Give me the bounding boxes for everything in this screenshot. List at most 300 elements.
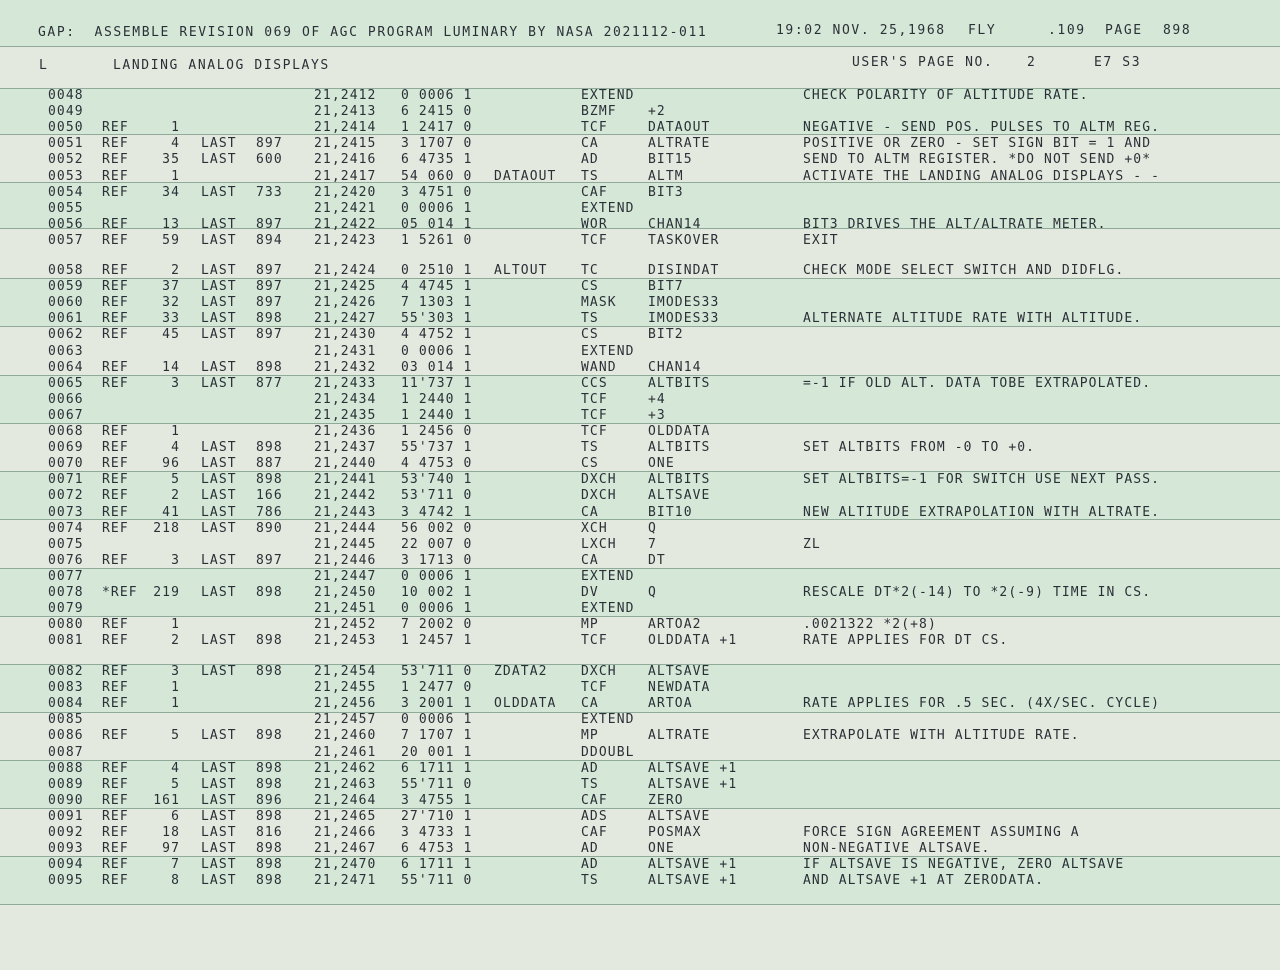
- opcode: CS: [581, 279, 599, 295]
- line-number: 0093: [48, 841, 84, 857]
- opcode: TS: [581, 311, 599, 327]
- line-number: 0069: [48, 440, 84, 456]
- last-tag: LAST: [201, 585, 237, 600]
- line-number: 0078: [48, 585, 84, 600]
- octal-word: 1 2477 0: [401, 680, 473, 696]
- memory-address: 21,2464: [314, 792, 377, 808]
- ref-tag: REF: [102, 184, 129, 200]
- last-tag: LAST: [201, 184, 237, 200]
- ref-tag: REF: [102, 311, 129, 327]
- ref-tag: REF: [102, 841, 129, 857]
- ref-count: 1: [171, 680, 180, 696]
- ref-count: 18: [162, 825, 180, 840]
- paper-rule: [0, 616, 1280, 617]
- comment: .0021322 *2(+8): [803, 617, 937, 633]
- opcode: EXTEND: [581, 712, 635, 728]
- operand: ALTSAVE +1: [648, 873, 738, 889]
- paper-rule: [0, 568, 1280, 569]
- memory-address: 21,2440: [314, 456, 377, 472]
- ref-tag: REF: [102, 136, 129, 152]
- octal-word: 05 014 1: [401, 216, 473, 232]
- line-number: 0077: [48, 568, 84, 584]
- line-number: 0067: [48, 407, 84, 423]
- last-page: 898: [256, 857, 283, 873]
- last-tag: LAST: [201, 792, 237, 808]
- last-page: 898: [256, 776, 283, 792]
- line-number: 0048: [48, 88, 84, 103]
- ref-count: 2: [171, 488, 180, 504]
- section-marker: L: [39, 58, 49, 73]
- operand: OLDDATA +1: [648, 633, 738, 649]
- octal-word: 4 4752 1: [401, 327, 473, 343]
- opcode: AD: [581, 152, 599, 168]
- memory-address: 21,2467: [314, 841, 377, 857]
- ref-tag: REF: [102, 424, 129, 439]
- memory-address: 21,2412: [314, 88, 377, 103]
- operand: ALTBITS: [648, 472, 711, 488]
- ref-count: 161: [153, 792, 180, 808]
- listing-timestamp: 19:02 NOV. 25,1968: [776, 23, 946, 38]
- ref-tag: REF: [102, 359, 129, 375]
- operand: ZERO: [648, 792, 684, 808]
- memory-address: 21,2450: [314, 585, 377, 600]
- ref-count: 218: [153, 520, 180, 536]
- last-page: 898: [256, 633, 283, 649]
- line-number: 0094: [48, 857, 84, 873]
- memory-address: 21,2441: [314, 472, 377, 488]
- opcode: EXTEND: [581, 88, 635, 103]
- ref-count: 33: [162, 311, 180, 327]
- operand: BIT7: [648, 279, 684, 295]
- ref-tag: REF: [102, 279, 129, 295]
- line-number: 0084: [48, 696, 84, 712]
- memory-address: 21,2451: [314, 601, 377, 617]
- line-number: 0087: [48, 744, 84, 760]
- last-tag: LAST: [201, 552, 237, 568]
- octal-word: 1 5261 0: [401, 232, 473, 248]
- memory-address: 21,2425: [314, 279, 377, 295]
- last-page: 733: [256, 184, 283, 200]
- operand: BIT2: [648, 327, 684, 343]
- ref-tag: REF: [102, 728, 129, 744]
- octal-word: 53'711 0: [401, 664, 473, 679]
- opcode: EXTEND: [581, 343, 635, 359]
- last-page: 898: [256, 873, 283, 889]
- last-page: 898: [256, 808, 283, 824]
- opcode: LXCH: [581, 536, 617, 552]
- section-title: LANDING ANALOG DISPLAYS: [113, 58, 330, 73]
- users-page-label: USER'S PAGE NO.: [852, 55, 994, 70]
- octal-word: 3 4755 1: [401, 792, 473, 808]
- comment: CHECK POLARITY OF ALTITUDE RATE.: [803, 88, 1089, 103]
- ref-count: 41: [162, 504, 180, 520]
- octal-word: 6 4735 1: [401, 152, 473, 168]
- octal-word: 10 002 1: [401, 585, 473, 600]
- operand: POSMAX: [648, 825, 702, 840]
- opcode: TS: [581, 873, 599, 889]
- comment: RATE APPLIES FOR .5 SEC. (4X/SEC. CYCLE): [803, 696, 1161, 712]
- comment: FORCE SIGN AGREEMENT ASSUMING A: [803, 825, 1080, 840]
- memory-address: 21,2422: [314, 216, 377, 232]
- ref-tag: REF: [102, 152, 129, 168]
- ref-count: 4: [171, 760, 180, 776]
- line-number: 0056: [48, 216, 84, 232]
- ref-tag: REF: [102, 664, 129, 679]
- octal-word: 0 0006 1: [401, 88, 473, 103]
- octal-word: 1 2440 1: [401, 391, 473, 407]
- comment: IF ALTSAVE IS NEGATIVE, ZERO ALTSAVE: [803, 857, 1125, 873]
- ref-count: 34: [162, 184, 180, 200]
- last-tag: LAST: [201, 472, 237, 488]
- sheet-code: E7 S3: [1094, 55, 1142, 70]
- memory-address: 21,2417: [314, 168, 377, 184]
- opcode: TCF: [581, 391, 608, 407]
- line-number: 0086: [48, 728, 84, 744]
- opcode: ADS: [581, 808, 608, 824]
- opcode: TS: [581, 440, 599, 456]
- ref-count: 5: [171, 728, 180, 744]
- octal-word: 1 2457 1: [401, 633, 473, 649]
- last-page: 897: [256, 279, 283, 295]
- last-tag: LAST: [201, 808, 237, 824]
- octal-word: 6 2415 0: [401, 104, 473, 120]
- ref-tag: REF: [102, 375, 129, 391]
- operand: ARTOA2: [648, 617, 702, 633]
- ref-count: 1: [171, 696, 180, 712]
- ref-tag: REF: [102, 295, 129, 311]
- page-number: 898: [1163, 23, 1192, 38]
- last-page: 897: [256, 216, 283, 232]
- memory-address: 21,2465: [314, 808, 377, 824]
- octal-word: 7 1303 1: [401, 295, 473, 311]
- last-page: 898: [256, 585, 283, 600]
- opcode: TCF: [581, 680, 608, 696]
- opcode: MP: [581, 617, 599, 633]
- paper-rule: [0, 808, 1280, 809]
- line-number: 0049: [48, 104, 84, 120]
- last-tag: LAST: [201, 488, 237, 504]
- ref-count: 97: [162, 841, 180, 857]
- last-tag: LAST: [201, 263, 237, 278]
- last-tag: LAST: [201, 136, 237, 152]
- last-tag: LAST: [201, 664, 237, 679]
- memory-address: 21,2420: [314, 184, 377, 200]
- ref-tag: REF: [102, 825, 129, 840]
- paper-band: [0, 760, 1280, 808]
- line-number: 0051: [48, 136, 84, 152]
- ref-count: 219: [153, 585, 180, 600]
- ref-tag: REF: [102, 120, 129, 136]
- ref-count: 1: [171, 168, 180, 184]
- line-number: 0061: [48, 311, 84, 327]
- opcode: CA: [581, 696, 599, 712]
- octal-word: 0 0006 1: [401, 343, 473, 359]
- operand: ALTRATE: [648, 728, 711, 744]
- line-number: 0066: [48, 391, 84, 407]
- memory-address: 21,2445: [314, 536, 377, 552]
- memory-address: 21,2452: [314, 617, 377, 633]
- last-tag: LAST: [201, 633, 237, 649]
- ref-count: 3: [171, 664, 180, 679]
- opcode: CAF: [581, 825, 608, 840]
- ref-count: 3: [171, 552, 180, 568]
- last-page: 897: [256, 327, 283, 343]
- last-page: 894: [256, 232, 283, 248]
- ref-tag: REF: [102, 488, 129, 504]
- paper-rule: [0, 278, 1280, 279]
- ref-tag: REF: [102, 504, 129, 520]
- last-tag: LAST: [201, 857, 237, 873]
- opcode: DDOUBL: [581, 744, 635, 760]
- last-tag: LAST: [201, 327, 237, 343]
- operand: +2: [648, 104, 666, 120]
- octal-word: 11'737 1: [401, 375, 473, 391]
- last-tag: LAST: [201, 295, 237, 311]
- line-number: 0065: [48, 375, 84, 391]
- memory-address: 21,2454: [314, 664, 377, 679]
- last-page: 898: [256, 311, 283, 327]
- line-number: 0060: [48, 295, 84, 311]
- last-page: 897: [256, 295, 283, 311]
- symbol-label: OLDDATA: [494, 696, 557, 712]
- opcode: AD: [581, 857, 599, 873]
- operand: DISINDAT: [648, 263, 720, 278]
- symbol-label: ALTOUT: [494, 263, 548, 278]
- line-number: 0095: [48, 873, 84, 889]
- operand: Q: [648, 585, 657, 600]
- octal-word: 0 0006 1: [401, 712, 473, 728]
- octal-word: 0 0006 1: [401, 601, 473, 617]
- last-tag: LAST: [201, 311, 237, 327]
- last-tag: LAST: [201, 375, 237, 391]
- octal-word: 3 4742 1: [401, 504, 473, 520]
- line-number: 0062: [48, 327, 84, 343]
- opcode: DXCH: [581, 472, 617, 488]
- ref-tag: REF: [102, 216, 129, 232]
- line-number: 0088: [48, 760, 84, 776]
- paper-rule: [0, 423, 1280, 424]
- last-page: 898: [256, 664, 283, 679]
- ref-tag: REF: [102, 440, 129, 456]
- operand: 7: [648, 536, 657, 552]
- opcode: BZMF: [581, 104, 617, 120]
- line-number: 0058: [48, 263, 84, 278]
- octal-word: 1 2456 0: [401, 424, 473, 439]
- ref-tag: REF: [102, 520, 129, 536]
- opcode: DV: [581, 585, 599, 600]
- opcode: WAND: [581, 359, 617, 375]
- comment: RESCALE DT*2(-14) TO *2(-9) TIME IN CS.: [803, 585, 1152, 600]
- last-tag: LAST: [201, 841, 237, 857]
- last-page: 600: [256, 152, 283, 168]
- memory-address: 21,2434: [314, 391, 377, 407]
- memory-address: 21,2471: [314, 873, 377, 889]
- page-label: PAGE: [1105, 23, 1143, 38]
- paper-rule: [0, 664, 1280, 665]
- octal-word: 53'711 0: [401, 488, 473, 504]
- last-tag: LAST: [201, 359, 237, 375]
- ref-tag: REF: [102, 760, 129, 776]
- ref-tag: REF: [102, 232, 129, 248]
- octal-word: 0 0006 1: [401, 568, 473, 584]
- opcode: TC: [581, 263, 599, 278]
- ref-count: 2: [171, 633, 180, 649]
- last-tag: LAST: [201, 504, 237, 520]
- line-number: 0063: [48, 343, 84, 359]
- ref-tag: REF: [102, 456, 129, 472]
- ref-tag: REF: [102, 873, 129, 889]
- ref-count: 37: [162, 279, 180, 295]
- opcode: CS: [581, 456, 599, 472]
- ref-count: 13: [162, 216, 180, 232]
- opcode: AD: [581, 841, 599, 857]
- memory-address: 21,2446: [314, 552, 377, 568]
- last-tag: LAST: [201, 760, 237, 776]
- comment: ACTIVATE THE LANDING ANALOG DISPLAYS - -: [803, 168, 1161, 184]
- memory-address: 21,2432: [314, 359, 377, 375]
- ref-count: 45: [162, 327, 180, 343]
- last-page: 898: [256, 841, 283, 857]
- line-number: 0092: [48, 825, 84, 840]
- memory-address: 21,2453: [314, 633, 377, 649]
- line-number: 0070: [48, 456, 84, 472]
- opcode: CA: [581, 552, 599, 568]
- octal-word: 7 2002 0: [401, 617, 473, 633]
- memory-address: 21,2444: [314, 520, 377, 536]
- operand: BIT15: [648, 152, 693, 168]
- memory-address: 21,2413: [314, 104, 377, 120]
- operand: ALTBITS: [648, 440, 711, 456]
- ref-count: 1: [171, 617, 180, 633]
- memory-address: 21,2456: [314, 696, 377, 712]
- opcode: CAF: [581, 792, 608, 808]
- operand: ALTSAVE: [648, 488, 711, 504]
- comment: EXIT: [803, 232, 839, 248]
- last-tag: LAST: [201, 152, 237, 168]
- ref-count: 8: [171, 873, 180, 889]
- octal-word: 0 2510 1: [401, 263, 473, 278]
- octal-word: 6 1711 1: [401, 857, 473, 873]
- memory-address: 21,2462: [314, 760, 377, 776]
- comment: =-1 IF OLD ALT. DATA TOBE EXTRAPOLATED.: [803, 375, 1152, 391]
- last-page: 890: [256, 520, 283, 536]
- last-tag: LAST: [201, 825, 237, 840]
- memory-address: 21,2447: [314, 568, 377, 584]
- comment: NEW ALTITUDE EXTRAPOLATION WITH ALTRATE.: [803, 504, 1161, 520]
- comment: POSITIVE OR ZERO - SET SIGN BIT = 1 AND: [803, 136, 1152, 152]
- octal-word: 0 0006 1: [401, 200, 473, 216]
- opcode: EXTEND: [581, 568, 635, 584]
- line-number: 0054: [48, 184, 84, 200]
- comment: NEGATIVE - SEND POS. PULSES TO ALTM REG.: [803, 120, 1161, 136]
- memory-address: 21,2431: [314, 343, 377, 359]
- page-fraction: .109: [1048, 23, 1086, 38]
- operand: ALTRATE: [648, 136, 711, 152]
- comment: RATE APPLIES FOR DT CS.: [803, 633, 1009, 649]
- operand: ALTSAVE: [648, 664, 711, 679]
- ref-tag: REF: [102, 776, 129, 792]
- octal-word: 20 001 1: [401, 744, 473, 760]
- memory-address: 21,2426: [314, 295, 377, 311]
- line-number: 0090: [48, 792, 84, 808]
- line-number: 0079: [48, 601, 84, 617]
- line-number: 0071: [48, 472, 84, 488]
- last-page: 898: [256, 760, 283, 776]
- last-page: 166: [256, 488, 283, 504]
- ref-tag: REF: [102, 617, 129, 633]
- opcode: XCH: [581, 520, 608, 536]
- ref-tag: REF: [102, 633, 129, 649]
- memory-address: 21,2460: [314, 728, 377, 744]
- ref-count: 1: [171, 120, 180, 136]
- ref-count: 32: [162, 295, 180, 311]
- operand: OLDDATA: [648, 424, 711, 439]
- operand: ALTSAVE +1: [648, 760, 738, 776]
- line-number: 0053: [48, 168, 84, 184]
- operand: ALTSAVE: [648, 808, 711, 824]
- octal-word: 56 002 0: [401, 520, 473, 536]
- last-page: 816: [256, 825, 283, 840]
- octal-word: 55'711 0: [401, 776, 473, 792]
- comment: ALTERNATE ALTITUDE RATE WITH ALTITUDE.: [803, 311, 1143, 327]
- memory-address: 21,2443: [314, 504, 377, 520]
- opcode: TCF: [581, 120, 608, 136]
- memory-address: 21,2416: [314, 152, 377, 168]
- line-number: 0050: [48, 120, 84, 136]
- octal-word: 3 1707 0: [401, 136, 473, 152]
- ref-tag: REF: [102, 696, 129, 712]
- ref-tag: REF: [102, 680, 129, 696]
- listing-mode: FLY: [968, 23, 997, 38]
- operand: BIT10: [648, 504, 693, 520]
- octal-word: 54 060 0: [401, 168, 473, 184]
- ref-count: 5: [171, 776, 180, 792]
- memory-address: 21,2435: [314, 407, 377, 423]
- memory-address: 21,2436: [314, 424, 377, 439]
- line-number: 0052: [48, 152, 84, 168]
- operand: IMODES33: [648, 311, 720, 327]
- line-number: 0064: [48, 359, 84, 375]
- comment: EXTRAPOLATE WITH ALTITUDE RATE.: [803, 728, 1080, 744]
- line-number: 0057: [48, 232, 84, 248]
- comment: NON-NEGATIVE ALTSAVE.: [803, 841, 991, 857]
- line-number: 0074: [48, 520, 84, 536]
- memory-address: 21,2457: [314, 712, 377, 728]
- ref-count: 5: [171, 472, 180, 488]
- operand: ALTBITS: [648, 375, 711, 391]
- operand: ALTSAVE +1: [648, 776, 738, 792]
- operand: ONE: [648, 841, 675, 857]
- last-page: 897: [256, 263, 283, 278]
- operand: DT: [648, 552, 666, 568]
- opcode: EXTEND: [581, 601, 635, 617]
- operand: ALTSAVE +1: [648, 857, 738, 873]
- line-number: 0089: [48, 776, 84, 792]
- paper-rule: [0, 712, 1280, 713]
- opcode: TS: [581, 776, 599, 792]
- ref-count: 4: [171, 136, 180, 152]
- octal-word: 03 014 1: [401, 359, 473, 375]
- operand: Q: [648, 520, 657, 536]
- octal-word: 4 4745 1: [401, 279, 473, 295]
- opcode: TCF: [581, 407, 608, 423]
- memory-address: 21,2455: [314, 680, 377, 696]
- line-number: 0059: [48, 279, 84, 295]
- octal-word: 22 007 0: [401, 536, 473, 552]
- memory-address: 21,2470: [314, 857, 377, 873]
- last-tag: LAST: [201, 776, 237, 792]
- operand: CHAN14: [648, 359, 702, 375]
